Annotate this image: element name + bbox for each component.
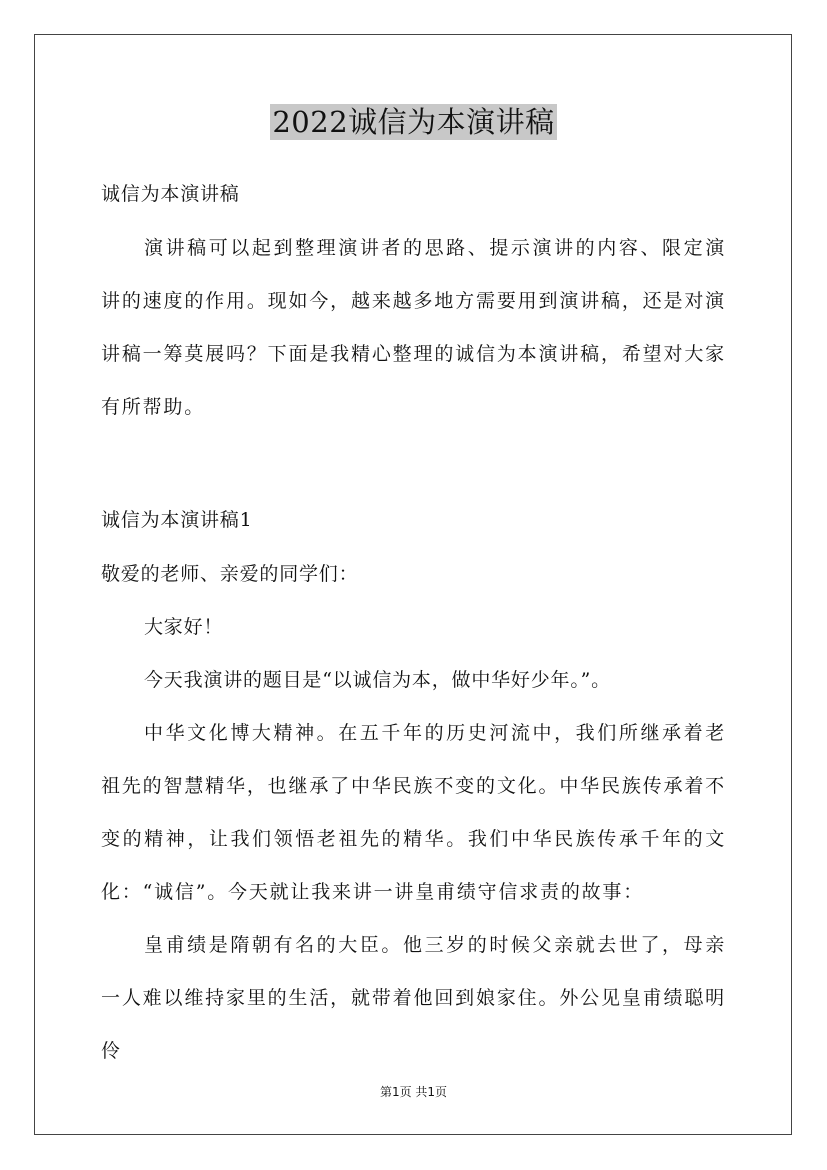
body-paragraph-1: 中华文化博大精神。在五千年的历史河流中，我们所继承着老祖先的智慧精华，也继承了中华民族不变的文化。中华民族传承着不变的精神，让我们领悟老祖先的精华。我们中华民族传承千年的文化：“诚信”。今天就让我来讲一讲皇甫绩守信求责的故事：: [101, 722, 726, 903]
topic-line: 今天我演讲的题目是“以诚信为本，做中华好少年。”。: [144, 669, 611, 691]
section-heading: 诚信为本演讲稿1: [101, 509, 253, 531]
document-title: 2022诚信为本演讲稿: [272, 105, 555, 139]
intro-paragraph: 演讲稿可以起到整理演讲者的思路、提示演讲的内容、限定演讲的速度的作用。现如今，越来越多地方需要用到演讲稿，还是对演讲稿一筹莫展吗？下面是我精心整理的诚信为本演讲稿，希望对大家有所帮助。: [101, 237, 726, 418]
document-subtitle: 诚信为本演讲稿: [101, 183, 240, 205]
title-container: [0, 104, 827, 140]
greeting: 大家好！: [144, 616, 224, 638]
salutation: 敬爱的老师、亲爱的同学们：: [101, 563, 359, 585]
page-footer: 第1页 共1页: [379, 1085, 448, 1099]
body-paragraph-2: 皇甫绩是隋朝有名的大臣。他三岁的时候父亲就去世了，母亲一人难以维持家里的生活，就带着他回到娘家住。外公见皇甫绩聪明伶: [101, 934, 726, 1062]
